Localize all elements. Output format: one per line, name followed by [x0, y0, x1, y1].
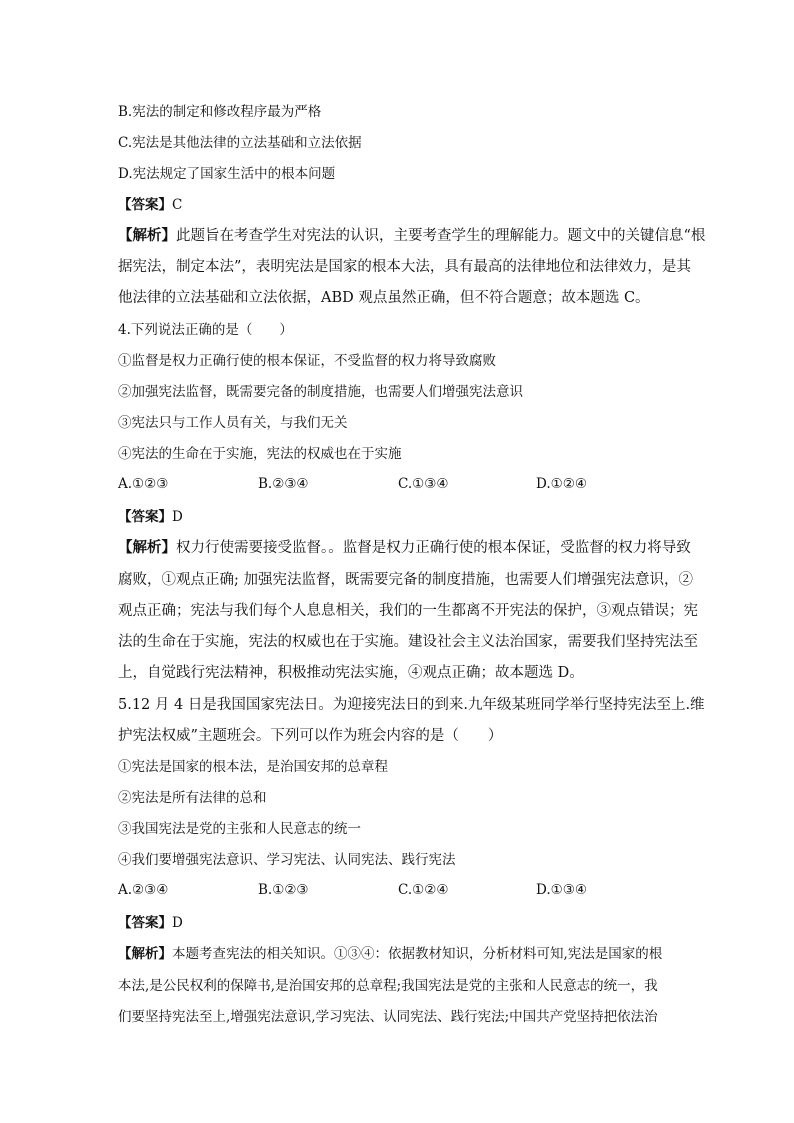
q3-analysis-line-1: 【解析】此题旨在考查学生对宪法的认识，主要考查学生的理解能力。题文中的关键信息“根 — [118, 227, 706, 244]
q5-choice-a: A.②③④ — [118, 882, 169, 898]
q5-analysis-line-2: 本法,是公民权利的保障书,是治国安邦的总章程;我国宪法是党的主张和人民意志的统一，我 — [118, 978, 658, 994]
q3-option-d: D.宪法规定了国家生活中的根本问题 — [118, 166, 336, 182]
q5-statement-4: ④我们要增强宪法意识、学习宪法、认同宪法、践行宪法 — [118, 852, 456, 868]
q4-statement-3: ③宪法只与工作人员有关，与我们无关 — [118, 415, 348, 431]
q3-analysis-line-2: 据宪法，制定本法”，表明宪法是国家的根本大法，具有最高的法律地位和法律效力，是其 — [118, 259, 691, 275]
q3-analysis-line-3: 他法律的立法基础和立法依据，ABD 观点虽然正确，但不符合题意；故本题选 C。 — [118, 290, 650, 306]
q5-analysis-line-1: 【解析】本题考查宪法的相关知识。①③④：依据教材知识，分析材料可知,宪法是国家的根 — [118, 946, 663, 962]
q4-answer — [118, 507, 678, 527]
q5-stem-line-2: 护宪法权威”主题班会。下列可以作为班会内容的是（ ） — [118, 728, 503, 744]
q4-statement-1: ①监督是权力正确行使的根本保证，不受监督的权力将导致腐败 — [118, 353, 496, 369]
q4-analysis-line-5: 上，自觉践行宪法精神，积极推动宪法实施，④观点正确；故本题选 D。 — [118, 665, 584, 681]
q4-statement-2: ②加强宪法监督，既需要完备的制度措施，也需要人们增强宪法意识 — [118, 384, 523, 400]
answer-value: D — [172, 915, 183, 931]
q3-answer — [118, 195, 678, 215]
q5-statement-2: ②宪法是所有法律的总和 — [118, 790, 267, 806]
answer-label: 【答案】 — [118, 197, 172, 213]
q4-analysis-line-2: 腐败，①观点正确; 加强宪法监督，既需要完备的制度措施，也需要人们增强宪法意识，② — [118, 572, 693, 588]
q5-answer — [118, 913, 678, 933]
analysis-label: 【解析】 — [118, 227, 176, 244]
answer-value: D — [172, 509, 183, 525]
q5-analysis-line-3: 们要坚持宪法至上,增强宪法意识,学习宪法、认同宪法、践行宪法;中国共产党坚持把依法治 — [118, 1009, 658, 1025]
analysis-label: 【解析】 — [118, 539, 176, 556]
answer-value: C — [172, 197, 183, 213]
q3-option-c: C.宪法是其他法律的立法基础和立法依据 — [118, 135, 362, 151]
q5-choice-b: B.①②③ — [258, 882, 309, 898]
q4-analysis-line-3: 观点正确；宪法与我们每个人息息相关，我们的一生都离不开宪法的保护，③观点错误；宪 — [118, 603, 698, 619]
q4-choice-d: D.①②④ — [536, 476, 587, 492]
q5-choice-d: D.①③④ — [536, 882, 587, 898]
answer-label: 【答案】 — [118, 509, 172, 525]
answer-label: 【答案】 — [118, 915, 172, 931]
q4-analysis-line-4: 法的生命在于实施，宪法的权威也在于实施。建设社会主义法治国家，需要我们坚持宪法至 — [118, 634, 698, 650]
q5-statement-3: ③我国宪法是党的主张和人民意志的统一 — [118, 821, 361, 837]
q4-statement-4: ④宪法的生命在于实施，宪法的权威也在于实施 — [118, 446, 402, 462]
q4-choice-b: B.②③④ — [258, 476, 309, 492]
q4-choices — [118, 476, 678, 496]
q5-choices — [118, 882, 678, 902]
analysis-label: 【解析】 — [118, 946, 172, 962]
q4-stem: 4.下列说法正确的是（ ） — [118, 322, 293, 338]
q3-option-b: B.宪法的制定和修改程序最为严格 — [118, 104, 322, 120]
q5-stem-line-1: 5.12 月 4 日是我国国家宪法日。为迎接宪法日的到来.九年级某班同学举行坚持宪法至上.维 — [118, 697, 705, 713]
q4-choice-a: A.①②③ — [118, 476, 169, 492]
q4-analysis-line-1: 【解析】权力行使需要接受监督。。监督是权力正确行使的根本保证，受监督的权力将导致 — [118, 539, 691, 556]
q4-choice-c: C.①③④ — [398, 476, 449, 492]
q5-statement-1: ①宪法是国家的根本法，是治国安邦的总章程 — [118, 759, 388, 775]
q5-choice-c: C.①②④ — [398, 882, 449, 898]
